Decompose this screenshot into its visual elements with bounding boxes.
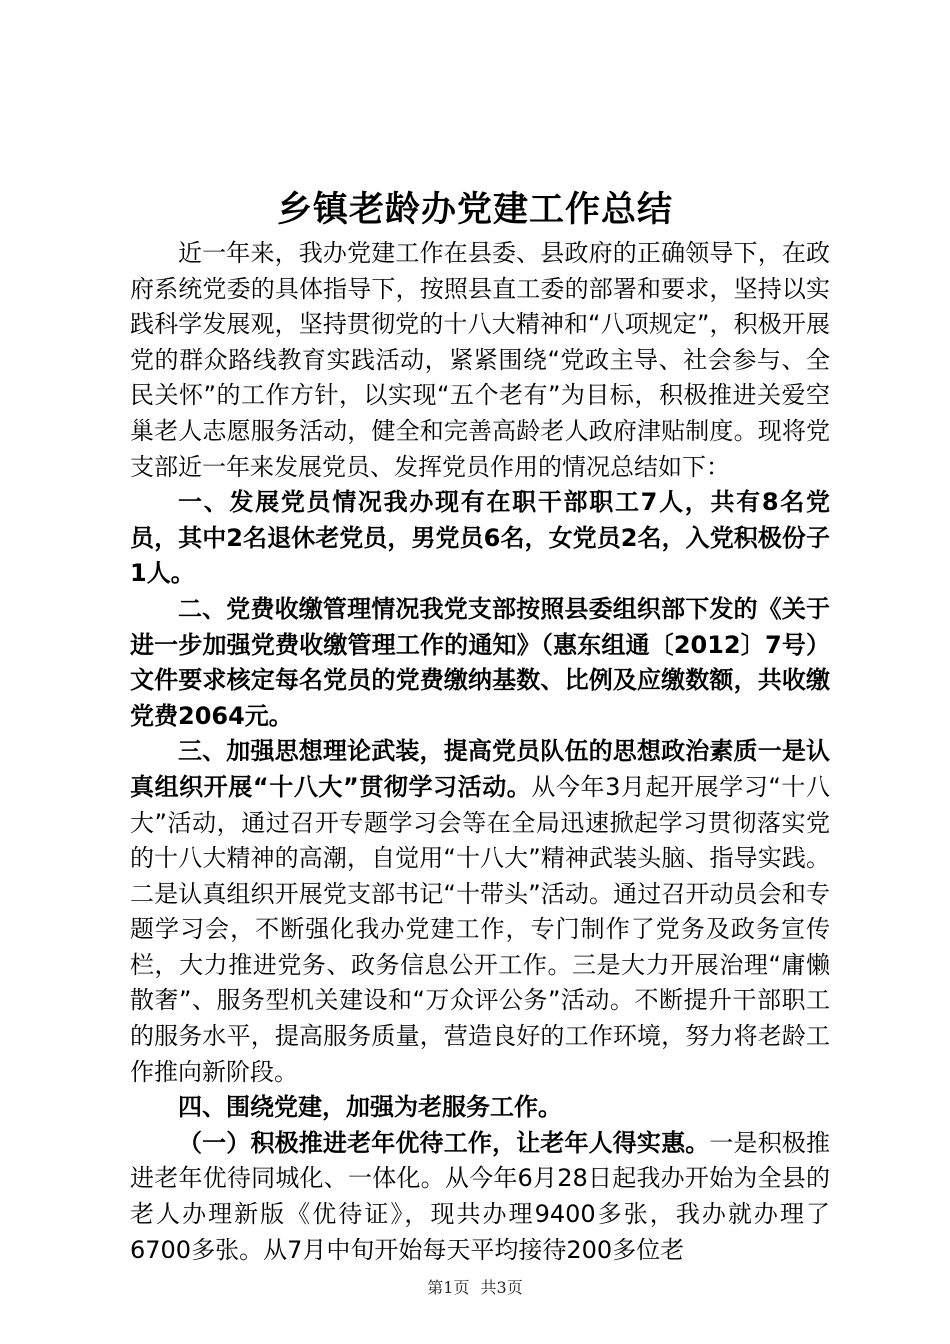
paragraph-lead: 四、围绕党建，加强为老服务工作。 (178, 1093, 562, 1122)
paragraph-section-1 (130, 485, 830, 592)
paragraph-lead: （一）积极推进老年优待工作，让老年人得实惠。 (178, 1128, 710, 1157)
paragraph-text: 一是积极推进老年优待同城化、一体化。从今年6月28日起我办开始为全县的老人办理新版《优待证》，现共办理9400多张，我办就办理了6700多张。从7月中旬开始每天平均接待200多位老 (130, 1128, 831, 1264)
document-title: 乡镇老龄办党建工作总结 (276, 189, 673, 230)
paragraph-lead: 三、加强思想理论武装，提高党员队伍的思想政治素质一是认真组织开展“十八大”贯彻学习活动。 (130, 737, 830, 801)
paragraph-lead: 二、党费收缴管理情况我党支部按照县委组织部下发的《关于进一步加强党费收缴管理工作的通知》（惠东组通〔2012〕7号）文件要求核定每名党员的党费缴纳基数、比例及应缴数额，共收缴党费2064元。 (130, 594, 830, 730)
paragraph-text: 近一年来，我办党建工作在县委、县政府的正确领导下，在政府系统党委的具体指导下，按照县直工委的部署和要求，坚持以实践科学发展观，坚持贯彻党的十八大精神和“八项规定”，积极开展党的群众路线教育实践活动，紧紧围绕“党政主导、社会参与、全民关怀”的工作方针，以实现“五个老有”为目标，积极推进关爱空巢老人志愿服务活动，健全和完善高龄老人政府津贴制度。现将党支部近一年来发展党员、发挥党员作用的情况总结如下： (130, 239, 830, 481)
paragraph-section-3 (130, 734, 830, 1090)
paragraph-lead: 一、发展党员情况我办现有在职干部职工7人，共有8名党员，其中2名退休老党员，男党员6名，女党员2名，入党积极份子1人。 (130, 488, 830, 588)
paragraph-section-4 (130, 1090, 830, 1126)
page-number: 第1页 (427, 1278, 470, 1297)
paragraph-section-2 (130, 592, 830, 734)
paragraph-text: 从今年3月起开展学习“十八大”活动，通过召开专题学习会等在全局迅速掀起学习贯彻落实党的十八大精神的高潮，自觉用“十八大”精神武装头脑、指导实践。二是认真组织开展党支部书记“十带头”活动。通过召开动员会和专题学习会，不断强化我办党建工作，专门制作了党务及政务宣传栏，大力推进党务、政务信息公开工作。三是大力开展治理“庸懒散奢”、服务型机关建设和“万众评公务”活动。不断提升干部职工的服务水平，提高服务质量，营造良好的工作环境，努力将老龄工作推向新阶段。 (130, 772, 831, 1086)
paragraph-subsection-1 (130, 1126, 830, 1268)
page-total: 共3页 (480, 1278, 523, 1297)
page-footer (0, 1275, 950, 1298)
document-body (130, 236, 830, 1268)
paragraph-intro (130, 236, 830, 485)
